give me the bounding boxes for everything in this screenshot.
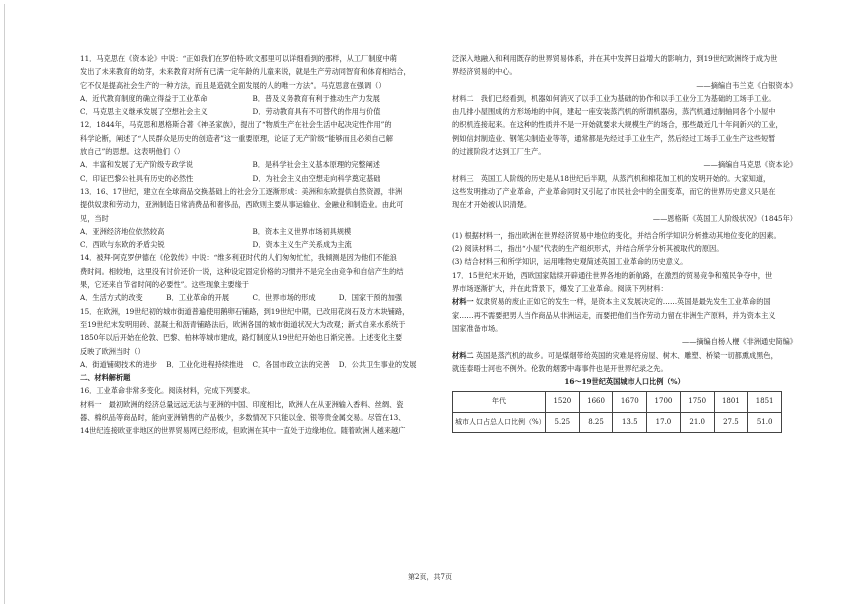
table-year: 1750: [680, 392, 714, 412]
table-header-label: 年代: [453, 392, 546, 412]
q17-stem: 界市场逐渐扩大，并在此背景下，爆发了工业革命。阅读下列材料：: [452, 284, 668, 294]
q11-option-d: D．劳动教育具有不可替代的作用与价值: [252, 107, 381, 117]
right-column: [452, 52, 797, 433]
q15-option-d: D．公共卫生事业的发展: [338, 359, 417, 369]
q12-stem: 12．1844年，马克思和恩格斯合著《神圣家族》，提出了“物质生产在社会生活中起决定性作用”的: [80, 120, 392, 130]
q14-stem: 果，它还来自节省时间的必要性”。这些现象主要缘于: [80, 280, 249, 290]
q16-requirement-1: (1) 根据材料一，指出欧洲在世界经济贸易中地位的变化，并结合所学知识分析推动其地位变化的因素。: [452, 230, 781, 240]
table-value: 51.0: [748, 412, 782, 432]
q13-options: [80, 238, 425, 251]
table-value: 27.5: [714, 412, 748, 432]
q11-option-b: B．普及义务教育有利于推动生产力发展: [252, 93, 380, 103]
q16-requirement-2: (2) 阅读材料二，指出“小屋”代表的生产组织形式，并结合所学分析其被取代的原因。: [452, 244, 724, 254]
q14-stem: 14．被拜·阿克罗伊德在《伦敦传》中说：“维多利亚时代的人们匆匆忙忙，我倾测是因为他们不能浪: [80, 253, 397, 263]
q11-stem: 11．马克思在《资本论》中说：“正如我们在罗伯特·欧文那里可以详细看到的那样，从工厂制度中萌: [80, 54, 397, 63]
q15-option-c: C．各国市政立法的完善: [252, 359, 330, 369]
q14-option-b: B．工业革命的开展: [166, 293, 230, 303]
q12-options: [80, 158, 425, 171]
table-title: 16～19世纪英国城市人口比例（%）: [564, 377, 685, 387]
q12-stem: 放自己”的思想。这表明他们（）: [80, 147, 185, 157]
table-year: 1801: [714, 392, 748, 412]
q12-option-b: B．是科学社会主义基本原理的完整阐述: [252, 160, 380, 170]
q11-option-a: A．近代教育制度的确立得益于工业革命: [80, 93, 208, 103]
q13-option-b: B．资本主义世界市场初具规模: [252, 226, 352, 236]
q14-options: [80, 291, 425, 304]
q16-material-2: 的织机连接起来。在这种的性质并不是一开始就要求大规模生产的场合，那些最近几十年间新兴的工业，: [452, 120, 783, 130]
section-heading: 二、材料解析题: [80, 373, 131, 383]
q15-option-b: B．工业化进程持续推进: [166, 359, 244, 369]
q17-material-1: 国家准备市场。: [452, 323, 503, 333]
q16-material-3: 材料三 英国工人阶级的历史是从18世纪后半期，从蒸汽机和棉花加工机的发明开始的。大家知道，: [452, 173, 771, 183]
q17-material-1-text: 奴隶贸易的废止正如它的发生一样，是资本主义发展决定的……英国是最先发生工业革命的国: [475, 297, 771, 307]
table-year: 1660: [579, 392, 613, 412]
q13-options: [80, 225, 425, 238]
page-number: 第2页，共7页: [408, 573, 452, 581]
q15-stem: 1850年以后开始在伦敦、巴黎、柏林等城市建成，路灯制度从19世纪开始也日渐完善。上述变化主要: [80, 333, 403, 343]
table-header-row: [453, 392, 782, 412]
material-1-source: ——摘编自韦兰克《白银资本》: [696, 80, 797, 90]
q16-material-3: 现在才开始被认识清楚。: [452, 200, 532, 210]
q14-option-d: D．国家干预的加强: [338, 293, 403, 303]
table-year: 1851: [748, 392, 782, 412]
left-column: [80, 52, 425, 438]
q16-material-2: 例如信封制造业、钢笔尖制造业等等，通常都是先经过手工业生产，然后经过工场手工业生产这些短暂: [452, 133, 776, 143]
q13-option-c: C．西欧与东欧的矛盾尖锐: [80, 240, 165, 250]
q16-material-1: 14世纪连接欧亚非地区的世界贸易网已经形成，但欧洲在其中一直处于边缘地位。随着欧洲人越来越广: [80, 426, 406, 436]
q12-option-a: A．丰富和发展了无产阶级专政学说: [80, 160, 194, 170]
material-2-source: ——摘编自马克思《资本论》: [703, 160, 797, 170]
q15-stem: 15．在欧洲，19世纪初的城市街道普遍使用鹅卵石铺路，到19世纪中期，已改用花岗石及方木块铺路，: [80, 306, 410, 316]
q12-stem: 科学论断，阐述了“人民群众是历史的创造者”这一重要原理，论证了无产阶级“能够而且必须自己解: [80, 133, 393, 143]
table-value: 21.0: [680, 412, 714, 432]
table-value: 13.5: [613, 412, 647, 432]
material-3-source: ——恩格斯《英国工人阶级状况》（1845年）: [652, 213, 797, 223]
q17-material-2: [452, 349, 797, 362]
q11-options: [80, 105, 425, 118]
q12-option-d: D．为社会主义由空想走向科学奠定基础: [252, 173, 381, 183]
q16-stem: 16．工业革命非常多变化。阅读材料，完成下列要求。: [80, 386, 255, 396]
q15-stem: 反映了欧洲当时（）: [80, 346, 145, 356]
table-value: 8.25: [579, 412, 613, 432]
q15-option-a: A．街道铺砌技术的进步: [80, 359, 158, 369]
q15-stem: 至19世纪末发明用砖、混凝土和沥青铺路法后，欧洲各国的城市街道状况大为改观；新式自来水系统于: [80, 319, 406, 329]
q16-requirement-3: (3) 结合材料三和所学知识，运用唯物史观简述英国工业革命的历史意义。: [452, 257, 688, 267]
q16-material-3: 这些发明推动了产业革命，产业革命同时又引起了市民社会中的全面变革，而它的世界历史意义只是在: [452, 186, 776, 196]
q13-stem: 见，当时: [80, 213, 109, 223]
q17-material-2-text: 英国是蒸汽机的故乡。可是煤烟带给英国的灾难是将房屋、树木、雕塑、桥梁一切都熏成黑色，: [475, 350, 778, 360]
q12-options: [80, 172, 425, 185]
q14-stem: 费时间。相较地，这里没有讨价还价一说，这种设定固定价格的习惯并不是完全由竞争和自信产生的结: [80, 266, 404, 276]
q17-stem: 17．15世纪末开始，西欧国家陆续开辟通往世界各地的新航路，在激烈的贸易竞争和殖民争夺中，世: [452, 270, 773, 280]
q16-material-2: 由几排小屋围成的方形场地的中间，建起一座安装蒸汽机的所谓机器房，蒸汽机通过制轴同各个小屋中: [452, 107, 776, 117]
q11-option-c: C．马克思主义继承发展了空想社会主义: [80, 107, 208, 117]
population-table: [452, 391, 782, 433]
q13-option-d: D．资本主义生产关系成为主流: [252, 240, 352, 250]
table-value: 17.0: [647, 412, 681, 432]
q16-material-1-cont: 界经济贸易的中心。: [452, 67, 517, 77]
material-label: 材料二: [452, 350, 474, 360]
q13-stem: 提供奴隶和劳动力，亚洲制造日常消费品和奢侈品，西欧则主要从事运输业、金融业和制造业。由此可: [80, 200, 404, 210]
q17-material-1: 家……再不需要把男人当作商品从非洲运走，而要把他们当作劳动力留在非洲生产原料，并为资本主义: [452, 310, 776, 320]
q11-options: [80, 92, 425, 105]
table-year: 1670: [613, 392, 647, 412]
q11-stem: 它不仅是提高社会生产的一种方法，而且是造就全面发展的人的唯一方法”。马克思意在强调（）: [80, 80, 386, 90]
q16-material-1: 器、棉织品等商品时，能向亚洲销售的产品极少，多数情况下只能以金、银等贵金属交易。尽管在13、: [80, 413, 406, 423]
material-label: 材料一: [452, 297, 474, 307]
q17-material-1: [452, 295, 797, 308]
table-row-label: 城市人口占总人口比例（%）: [453, 412, 546, 432]
q16-material-2: 的过渡阶段才达到工厂生产。: [452, 147, 546, 157]
q16-material-2: 材料二 我们已经看到，机器如何消灭了以手工业为基础的协作和以手工业分工为基础的工场手工业。: [452, 93, 776, 103]
table-year: 1520: [546, 392, 580, 412]
q14-option-c: C．世界市场的形成: [252, 293, 316, 303]
table-row: [453, 412, 782, 432]
q16-material-1: 材料一 最初欧洲的经济总量远远无法与亚洲的中国、印度相比，欧洲人在从亚洲输入香料、丝绸、瓷: [80, 399, 404, 409]
q15-options: [80, 358, 425, 371]
q13-option-a: A．亚洲经济地位依然较高: [80, 226, 165, 236]
q17-material-2: 就连泰晤士河也不例外。伦敦的烟雾中毒事件也是开世界纪录之先。: [452, 363, 668, 373]
q11-stem: 发出了未来教育的幼芽，未来教育对所有已满一定年龄的儿童来说，就是生产劳动同智育和体育相结合，: [80, 67, 411, 77]
q12-option-c: C．印证巴黎公社具有历史的必然性: [80, 173, 194, 183]
table-year: 1700: [647, 392, 681, 412]
q16-material-1-cont: 泛深入地融入和利用既存的世界贸易体系，并在其中发挥日益增大的影响力，到19世纪欧洲终于成为世: [452, 54, 778, 63]
q13-stem: 13．16、17世纪，建立在全球商品交换基础上的社会分工逐渐形成：美洲和东欧提供自然资源，非洲: [80, 186, 403, 196]
q14-option-a: A．生活方式的改变: [80, 293, 143, 303]
table-value: 5.25: [546, 412, 580, 432]
q17-material-1-source: ——摘编自杨人楩《非洲通史简编》: [681, 337, 797, 347]
